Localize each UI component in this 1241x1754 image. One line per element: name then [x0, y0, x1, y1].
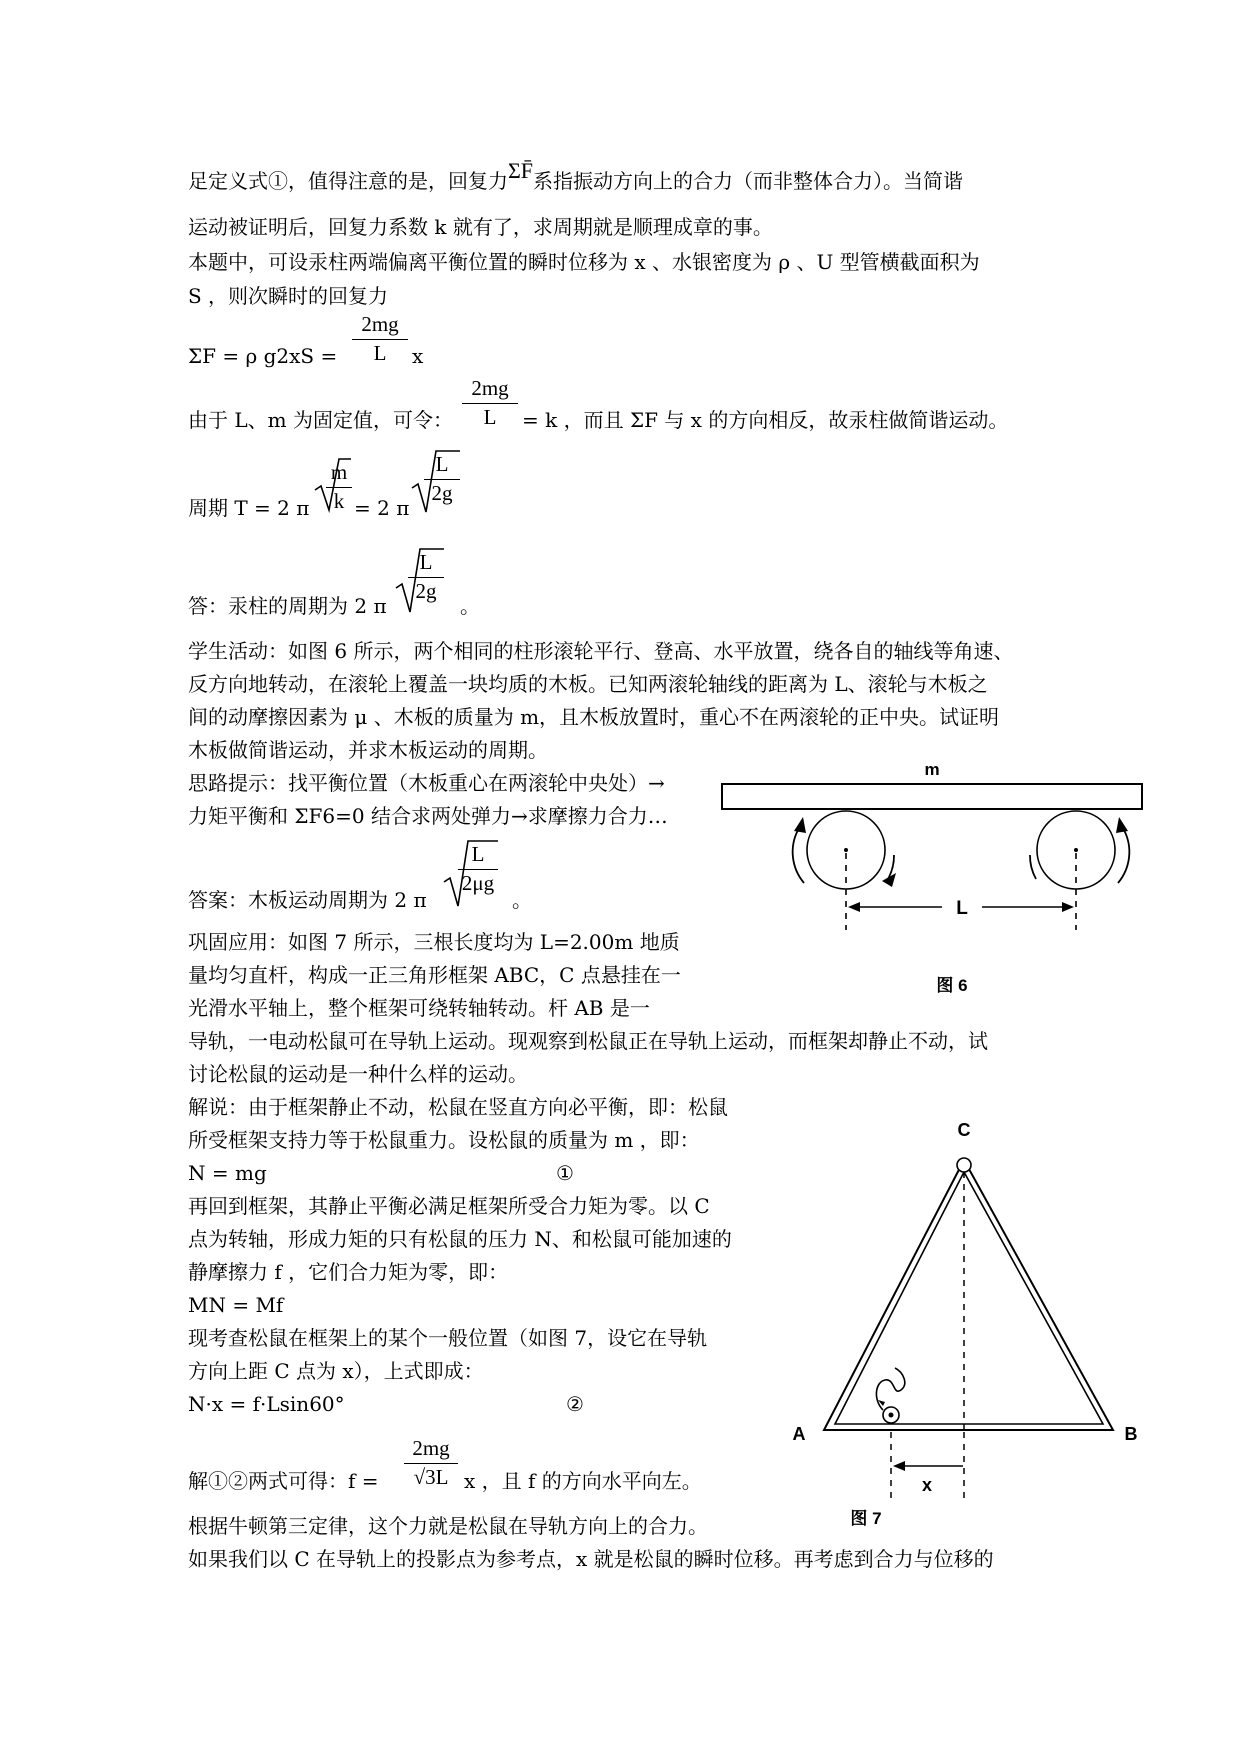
text-line: 讨论松鼠的运动是一种什么样的运动。: [188, 1062, 528, 1086]
formula-x: x: [412, 344, 424, 368]
text-line: = k ，而且 ΣF 与 x 的方向相反，故汞柱做简谐运动。: [522, 408, 1009, 432]
fraction-2mg-over-L: $\frac{2mg}{L}$: [352, 312, 408, 366]
equation-number: ②: [566, 1392, 584, 1416]
fraction-L-over-2g: $\frac{L}{2g}$: [424, 452, 460, 506]
figure-caption: 图 6: [936, 976, 968, 995]
text-line: 量均匀直杆，构成一正三角形框架 ABC，C 点悬挂在一: [188, 963, 681, 987]
board: [722, 784, 1142, 809]
fraction-2mg-over-L: $\frac{2mg}{L}$: [462, 376, 518, 430]
formula-moments: MN = Mf: [188, 1293, 284, 1317]
vertex-b-label: B: [1124, 1424, 1138, 1444]
triangle-frame: [824, 1160, 1113, 1430]
formula-period: = 2 π: [354, 496, 410, 520]
text-line: 思路提示：找平衡位置（木板重心在两滚轮中央处）→: [188, 771, 665, 795]
text-line: 导轨，一电动松鼠可在导轨上运动。现观察到松鼠正在导轨上运动，而框架却静止不动，试: [188, 1029, 988, 1053]
distance-label: L: [956, 898, 968, 919]
fraction-2mg-over-sqrt3L: $\frac{2mg}{√3L}$: [404, 1436, 458, 1490]
text-line: 力矩平衡和 ΣF6=0 结合求两处弹力→求摩擦力合力…: [188, 804, 668, 828]
text-line: 解说：由于框架静止不动，松鼠在竖直方向必平衡，即：松鼠: [188, 1095, 728, 1119]
squirrel: [876, 1368, 904, 1423]
text-line: 。: [512, 888, 532, 912]
formula-restoring-force: ΣF = ρ g2xS =: [188, 344, 338, 368]
text-line: 木板做简谐运动，并求木板运动的周期。: [188, 738, 548, 762]
figure-6: [710, 755, 1150, 1000]
text-line: 点为转轴，形成力矩的只有松鼠的压力 N、和松鼠可能加速的: [188, 1227, 732, 1251]
pivot: [957, 1158, 971, 1172]
text-line: 巩固应用：如图 7 所示，三根长度均为 L=2.00m 地质: [188, 930, 680, 954]
text-line: 本题中，可设汞柱两端偏离平衡位置的瞬时位移为 x 、水银密度为 ρ 、U 型管横截面积为: [188, 250, 980, 274]
displacement-label: x: [921, 1475, 933, 1495]
text-line: 光滑水平轴上，整个框架可绕转轴转动。杆 AB 是一: [188, 996, 650, 1020]
text-line: 所受框架支持力等于松鼠重力。设松鼠的质量为 m ，即：: [188, 1128, 700, 1152]
vertex-c-label: C: [957, 1120, 971, 1140]
text-line: S ，则次瞬时的回复力: [188, 284, 389, 308]
text-line: 运动被证明后，回复力系数 k 就有了，求周期就是顺理成章的事。: [188, 215, 773, 239]
text-line: 间的动摩擦因素为 μ 、木板的质量为 m，且木板放置时，重心不在两滚轮的正中央。试证明: [188, 705, 1000, 729]
text-line: 由于 L、m 为固定值，可令：: [188, 408, 453, 432]
vertex-a-label: A: [792, 1424, 806, 1444]
text-line: 如果我们以 C 在导轨上的投影点为参考点，x 就是松鼠的瞬时位移。再考虑到合力与位移的: [188, 1547, 994, 1571]
text-line: 解①②两式可得：f =: [188, 1469, 379, 1493]
fraction-L-over-2mug: $\frac{L}{2\mu g}$: [458, 842, 498, 896]
text-line: 答：汞柱的周期为 2 π: [188, 594, 387, 618]
text-line: 根据牛顿第三定律，这个力就是松鼠在导轨方向上的合力。: [188, 1514, 708, 1538]
formula-period: 周期 T = 2 π: [188, 496, 310, 520]
fraction-m-over-k: $\frac{m}{k}$: [326, 460, 352, 514]
text-line: x ，且 f 的方向水平向左。: [464, 1469, 702, 1493]
formula-n-mg: N = mg: [188, 1161, 267, 1185]
text-line: 现考查松鼠在框架上的某个一般位置（如图 7，设它在导轨: [188, 1326, 708, 1350]
fraction-L-over-2g: $\frac{L}{2g}$: [408, 550, 444, 604]
equation-number: ①: [556, 1161, 574, 1185]
figure-caption: 图 7: [850, 1509, 882, 1528]
text-line: 足定义式①，值得注意的是，回复力ΣF̄系指振动方向上的合力（而非整体合力）。当简谐: [188, 158, 964, 193]
text-line: 静摩擦力 f ，它们合力矩为零，即：: [188, 1260, 509, 1284]
text-line: 。: [460, 594, 480, 618]
sigma-f-symbol: ΣF̄: [508, 158, 534, 183]
text-line: 再回到框架，其静止平衡必满足框架所受合力矩为零。以 C: [188, 1194, 710, 1218]
mass-label: m: [924, 760, 940, 779]
text-line: 学生活动：如图 6 所示，两个相同的柱形滚轮平行、登高、水平放置，绕各自的轴线等角速、: [188, 639, 1014, 663]
text-line: 答案：木板运动周期为 2 π: [188, 888, 427, 912]
formula-torque: N·x = f·Lsin60°: [188, 1392, 345, 1416]
right-roller: [1030, 811, 1129, 889]
text-line: 反方向地转动，在滚轮上覆盖一块均质的木板。已知两滚轮轴线的距离为 L、滚轮与木板之: [188, 672, 988, 696]
text-line: 方向上距 C 点为 x），上式即成：: [188, 1359, 484, 1383]
left-roller: [793, 811, 896, 889]
figure-7: [785, 1110, 1155, 1530]
